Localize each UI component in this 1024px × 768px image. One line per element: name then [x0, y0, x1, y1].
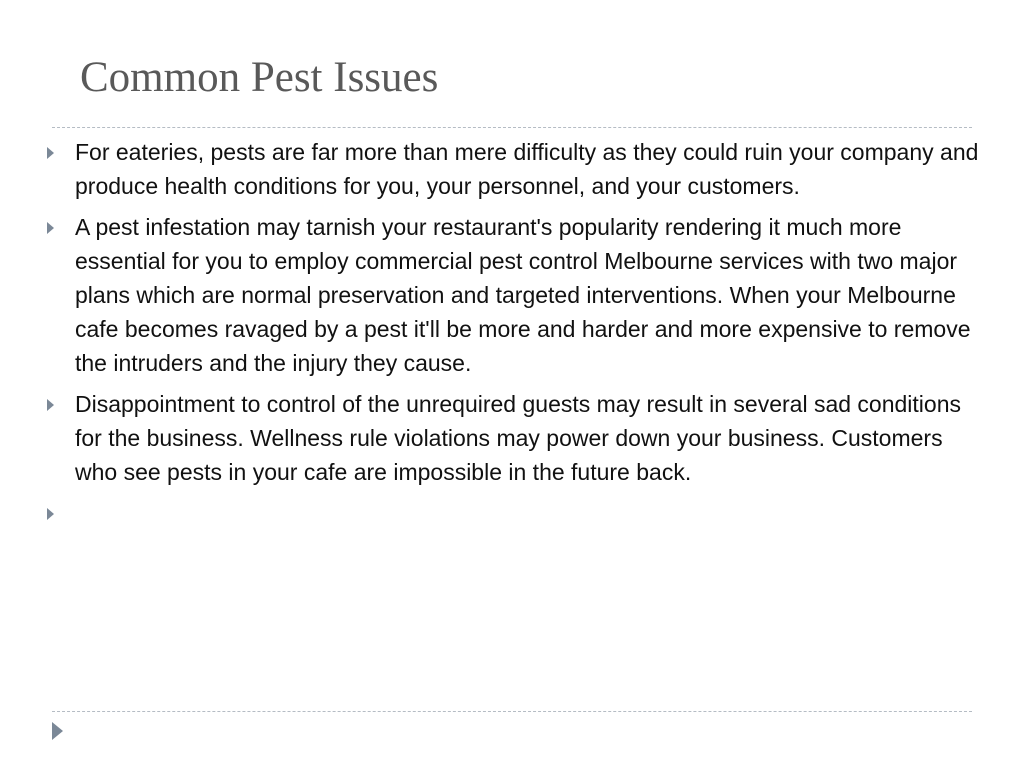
triangle-right-icon — [47, 222, 54, 234]
bullet-item-1 — [40, 135, 990, 203]
bullet-item-2 — [40, 210, 990, 380]
bullet-item-4 — [40, 496, 990, 530]
title-divider — [52, 127, 972, 128]
bullet-text: For eateries, pests are far more than mere difficulty as they could ruin your company and produce health conditions for you, your personnel, and your customers. — [75, 139, 979, 199]
footer-divider — [52, 711, 972, 712]
play-arrow-icon[interactable] — [52, 722, 63, 740]
bullet-list — [40, 135, 990, 537]
bullet-text: A pest infestation may tarnish your restaurant's popularity rendering it much more essential for you to employ commercial pest control Melbourne services with two major plans which are normal preservation and targeted interventions. When your Melbourne cafe becomes ravaged by a pest it'll be more and harder and more expensive to remove the intruders and the injury they cause. — [75, 214, 971, 376]
bullet-text: Disappointment to control of the unrequired guests may result in several sad conditions for the business. Wellness rule violations may power down your business. Customers who see pests in your cafe are impossible in the future back. — [75, 391, 961, 485]
bullet-item-3 — [40, 387, 990, 489]
triangle-right-icon — [47, 508, 54, 520]
triangle-right-icon — [47, 399, 54, 411]
slide-title: Common Pest Issues — [80, 54, 439, 101]
triangle-right-icon — [47, 147, 54, 159]
